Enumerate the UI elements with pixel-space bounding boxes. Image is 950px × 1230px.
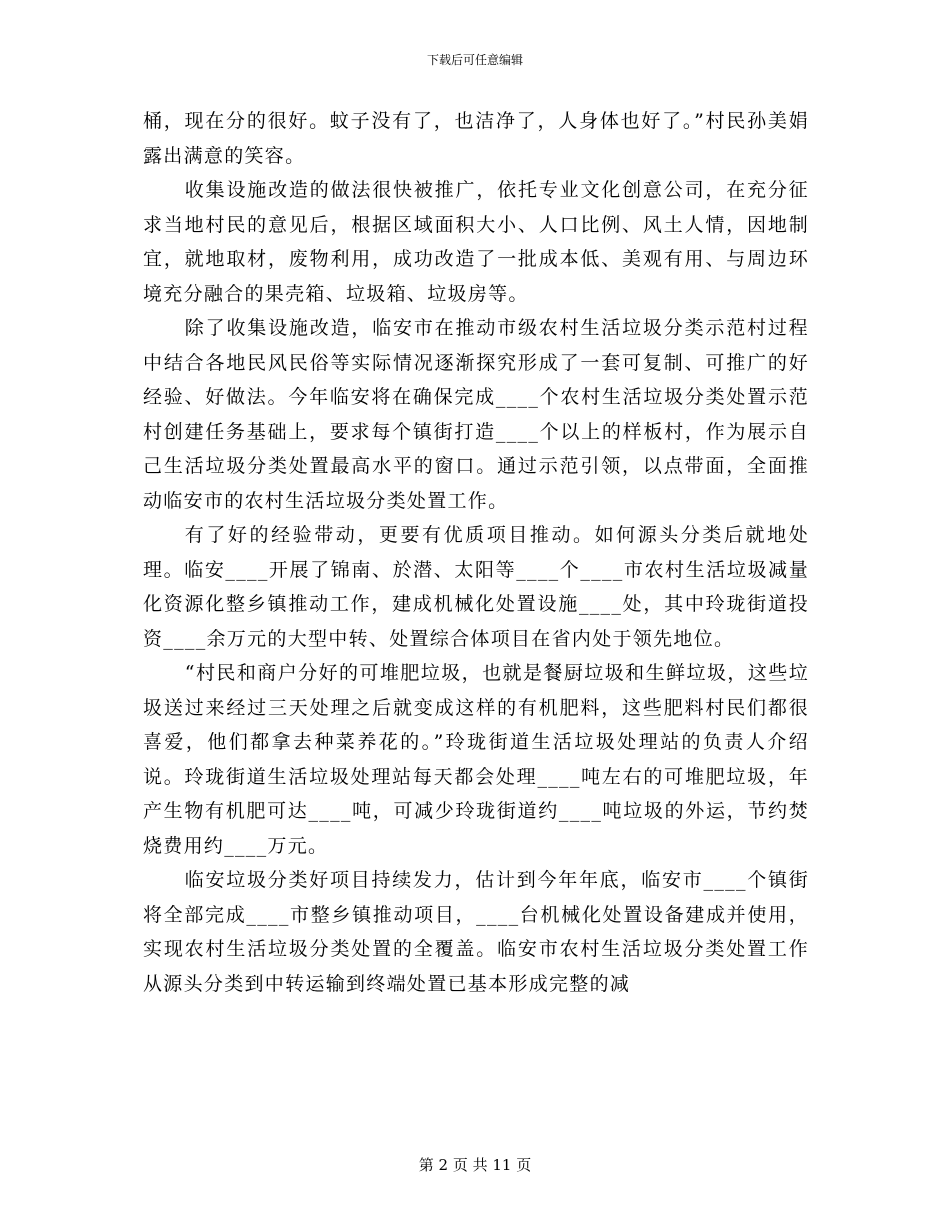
page-footer: 第 2 页 共 11 页 bbox=[418, 1156, 532, 1174]
paragraph: 收集设施改造的做法很快被推广，依托专业文化创意公司，在充分征求当地村民的意见后，根据区域面积大小、人口比例、风土人情，因地制宜，就地取材，废物利用，成功改造了一批成本低、美观有用、与周边环境充分融合的果壳箱、垃圾箱、垃圾房等。 bbox=[143, 179, 809, 305]
paragraph: 除了收集设施改造，临安市在推动市级农村生活垃圾分类示范村过程中结合各地民风民俗等实际情况逐渐探究形成了一套可复制、可推广的好经验、好做法。今年临安将在确保完成____个农村生活垃圾分类处置示范村创建任务基础上，要求每个镇街打造____个以上的样板村，作为展示自己生活垃圾分类处置最高水平的窗口。通过示范引领，以点带面，全面推动临安市的农村生活垃圾分类处置工作。 bbox=[143, 317, 809, 512]
paragraph: “村民和商户分好的可堆肥垃圾，也就是餐厨垃圾和生鲜垃圾，这些垃圾送过来经过三天处理之后就变成这样的有机肥料，这些肥料村民们都很喜爱，他们都拿去种菜养花的。”玲珑街道生活垃圾处理站的负责人介绍说。玲珑街道生活垃圾处理站每天都会处理____吨左右的可堆肥垃圾，年产生物有机肥可达____吨，可减少玲珑街道约____吨垃圾的外运，节约焚烧费用约____万元。 bbox=[143, 662, 809, 857]
paragraph: 临安垃圾分类好项目持续发力，估计到今年年底，临安市____个镇街将全部完成____市整乡镇推动项目，____台机械化处置设备建成并使用，实现农村生活垃圾分类处置的全覆盖。临安市农村生活垃圾分类处置工作从源头分类到中转运输到终端处置已基本形成完整的减 bbox=[143, 869, 809, 995]
page-header: 下载后可任意编辑 bbox=[426, 53, 523, 67]
paragraph: 桶，现在分的很好。蚊子没有了，也洁净了，人身体也好了。”村民孙美娟露出满意的笑容。 bbox=[143, 110, 809, 167]
body-text bbox=[143, 104, 809, 1001]
paragraph: 有了好的经验带动，更要有优质项目推动。如何源头分类后就地处理。临安____开展了锦南、於潜、太阳等____个____市农村生活垃圾减量化资源化整乡镇推动工作，建成机械化处置设施____处，其中玲珑街道投资____余万元的大型中转、处置综合体项目在省内处于领先地位。 bbox=[143, 524, 809, 650]
